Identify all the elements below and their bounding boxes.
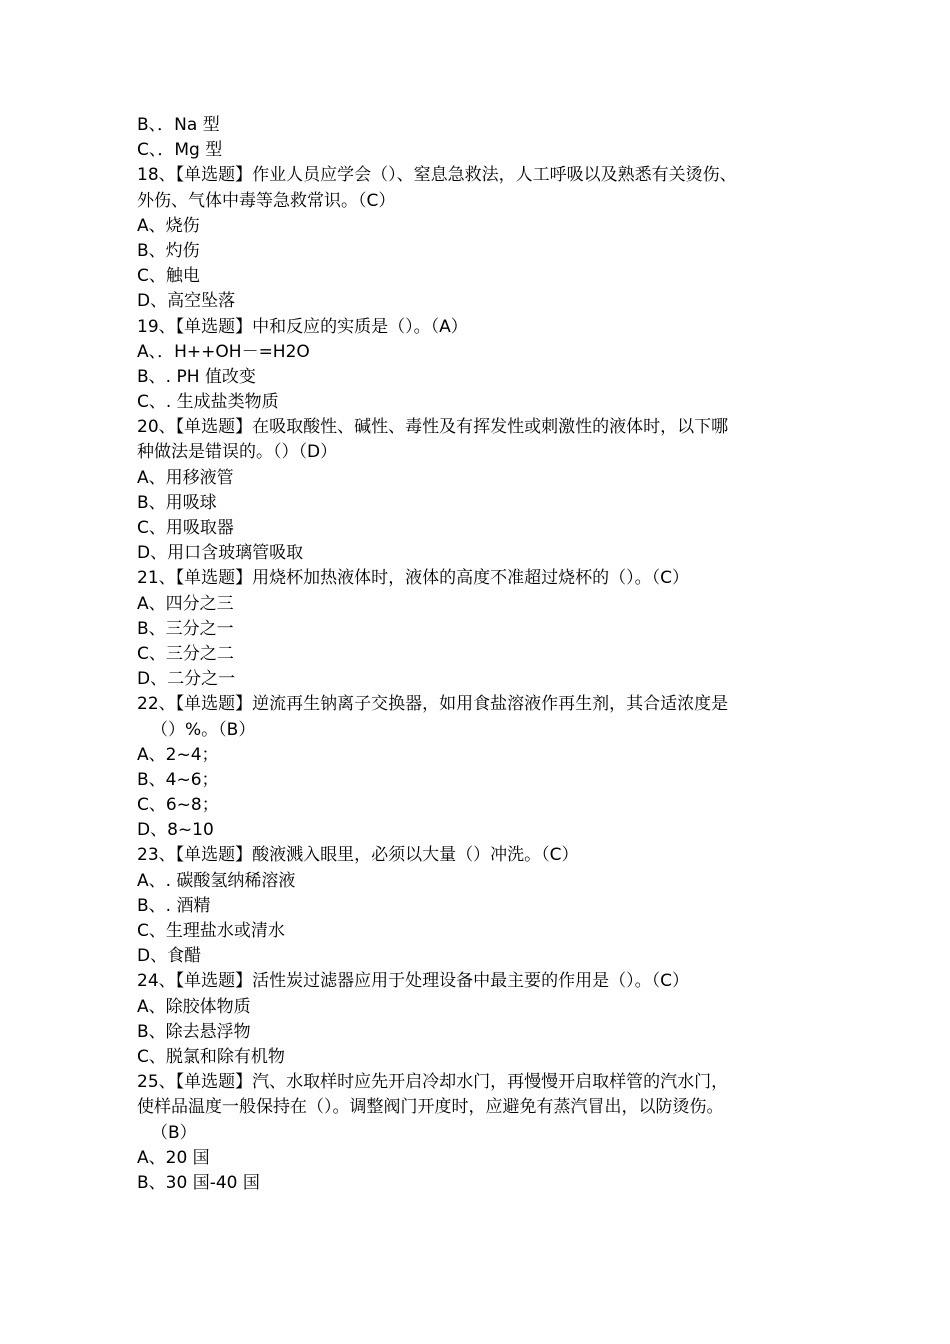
option-line: B、三分之一 — [137, 618, 234, 639]
option-line: C、用吸取器 — [137, 518, 234, 538]
option-line: D、高空坠落 — [137, 291, 236, 312]
option-line: B、．Na 型 — [137, 115, 220, 135]
option-line: B、. PH 值改变 — [137, 366, 256, 387]
option-line: C、三分之二 — [137, 643, 234, 664]
option-line: B、4~6； — [137, 769, 219, 790]
question-line: 18、【单选题】作业人员应学会（）、窒息急救法，人工呼吸以及熟悉有关烫伤、 — [137, 165, 737, 186]
option-line: A、．H++OH－=H2O — [137, 341, 310, 362]
option-line: B、30 国-40 国 — [137, 1172, 260, 1193]
option-line: C、触电 — [137, 266, 200, 287]
document-body — [137, 113, 827, 1196]
question-line: 20、【单选题】在吸取酸性、碱性、毒性及有挥发性或刺激性的液体时，以下哪 — [137, 417, 729, 438]
option-line: A、. 碳酸氢纳稀溶液 — [137, 870, 296, 891]
option-line: B、除去悬浮物 — [137, 1021, 251, 1042]
question-line: （）%。（B） — [151, 719, 256, 740]
question-line: 外伤、气体中毒等急救常识。（C） — [137, 190, 396, 211]
question-line: 21、【单选题】用烧杯加热液体时，液体的高度不准超过烧杯的（）。（C） — [137, 568, 690, 589]
question-line: 24、【单选题】活性炭过滤器应用于处理设备中最主要的作用是（）。（C） — [137, 971, 690, 992]
question-line: 使样品温度一般保持在（）。调整阀门开度时，应避免有蒸汽冒出，以防烫伤。 — [137, 1097, 724, 1118]
option-line: A、2~4； — [137, 744, 219, 765]
option-line: A、四分之三 — [137, 593, 234, 614]
option-line: D、二分之一 — [137, 669, 236, 690]
question-line: 19、【单选题】中和反应的实质是（）。（A） — [137, 316, 468, 337]
option-line: B、用吸球 — [137, 492, 217, 513]
option-line: A、烧伤 — [137, 215, 200, 236]
option-line: A、用移液管 — [137, 467, 234, 488]
question-line: 23、【单选题】酸液溅入眼里，必须以大量（）冲洗。（C） — [137, 845, 579, 866]
option-line: C、脱氯和除有机物 — [137, 1046, 285, 1067]
option-line: B、灼伤 — [137, 240, 200, 261]
question-line: 种做法是错误的。（）（D） — [137, 442, 338, 463]
option-line: C、生理盐水或清水 — [137, 921, 285, 941]
option-line: C、6~8； — [137, 795, 219, 816]
option-line: C、．Mg 型 — [137, 140, 223, 161]
question-line: （B） — [151, 1122, 197, 1143]
option-line: D、8~10 — [137, 820, 214, 841]
question-line: 22、【单选题】逆流再生钠离子交换器，如用食盐溶液作再生剂，其合适浓度是 — [137, 694, 729, 715]
option-line: A、20 国 — [137, 1147, 210, 1168]
option-line: D、用口含玻璃管吸取 — [137, 543, 304, 564]
option-line: B、. 酒精 — [137, 895, 211, 916]
option-line: A、除胶体物质 — [137, 996, 251, 1017]
question-line: 25、【单选题】汽、水取样时应先开启冷却水门，再慢慢开启取样管的汽水门， — [137, 1072, 729, 1093]
option-line: C、. 生成盐类物质 — [137, 392, 279, 413]
option-line: D、食醋 — [137, 946, 202, 967]
